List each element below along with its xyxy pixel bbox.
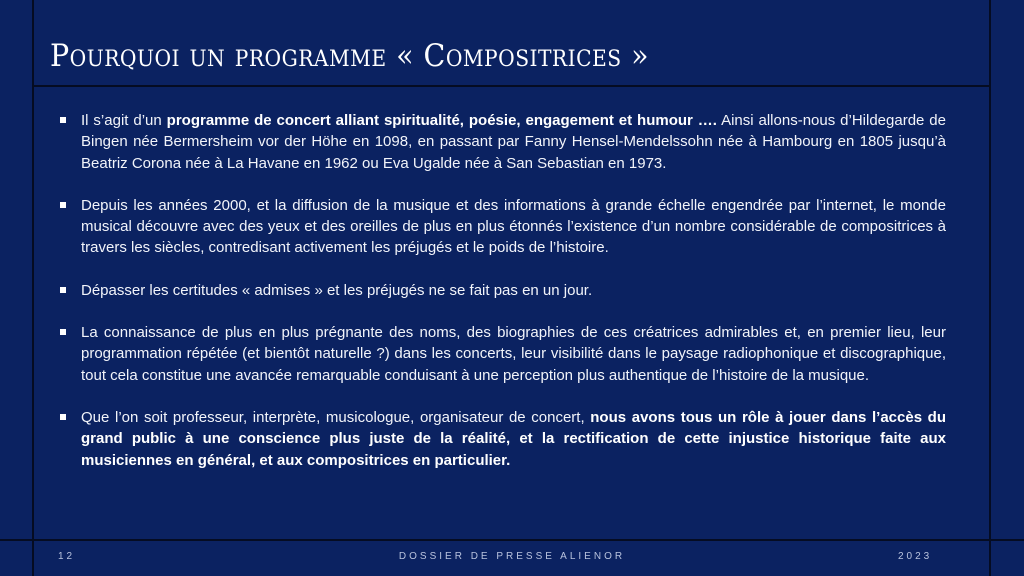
bullet-item [58,407,946,471]
bullet-item [58,322,946,386]
text-segment: Dépasser les certitudes « admises » et les préjugés ne se fait pas en un jour. [81,281,593,299]
square-bullet-icon [60,329,66,335]
text-segment: Que l’on soit professeur, interprète, musicologue, organisateur de concert, [81,408,591,426]
slide-title: Pourquoi un programme « Compositrices » [50,38,650,74]
footer-year: 2023 [898,551,933,562]
footer-title: DOSSIER DE PRESSE ALIENOR [398,551,626,562]
page-number: 12 [58,551,76,562]
text-segment: Il s’agit d’un [81,112,167,129]
bullet-item [58,110,946,174]
text-segment: Ainsi allons-nous d’Hildegarde de Bingen née Bermersheim vor der Höhe en 1098, en passant par Fanny Hensel-Mendelssohn née à Hambourg en 1805 jusqu’à Beatriz Corona née à La Havane en 1962 ou Eva Ugalde née à San Sebastian en 1973. [81,112,946,172]
square-bullet-icon [60,287,66,293]
square-bullet-icon [60,414,66,420]
bold-text-segment: nous avons tous un rôle à jouer dans l’accès du grand public à une conscience plus juste de la réalité, et la rectification de cette injustice historique faite aux musiciennes en général, et aux compositrices en particulier. [81,408,946,469]
text-segment: La connaissance de plus en plus prégnante des noms, des biographies de ces créatrices admirables et, en premier lieu, leur programmation répétée (et bientôt naturelle ?) dans les concerts, leur visibilité dans le paysage radiophonique et discographique, tout cela constitue une avancée remarquable conduisant à une perception plus authentique de l’histoire de la musique. [81,324,946,384]
bullet-item [58,280,946,301]
bold-text-segment: programme de concert alliant spiritualité, poésie, engagement et humour …. [166,112,717,129]
square-bullet-icon [60,117,66,123]
footer-divider-line [0,539,1024,541]
bullet-item [58,195,946,259]
title-divider-line [33,85,990,87]
text-segment: Depuis les années 2000, et la diffusion de la musique et des informations à grande échelle engendrée par l’internet, le monde musical découvre avec des yeux et des oreilles de plus en plus étonnés l’existence d’un nombre considérable de compositrices à travers les siècles, contredisant activement les préjugés et le poids de l’histoire. [81,196,946,257]
bullet-list [58,110,946,492]
square-bullet-icon [60,202,66,208]
